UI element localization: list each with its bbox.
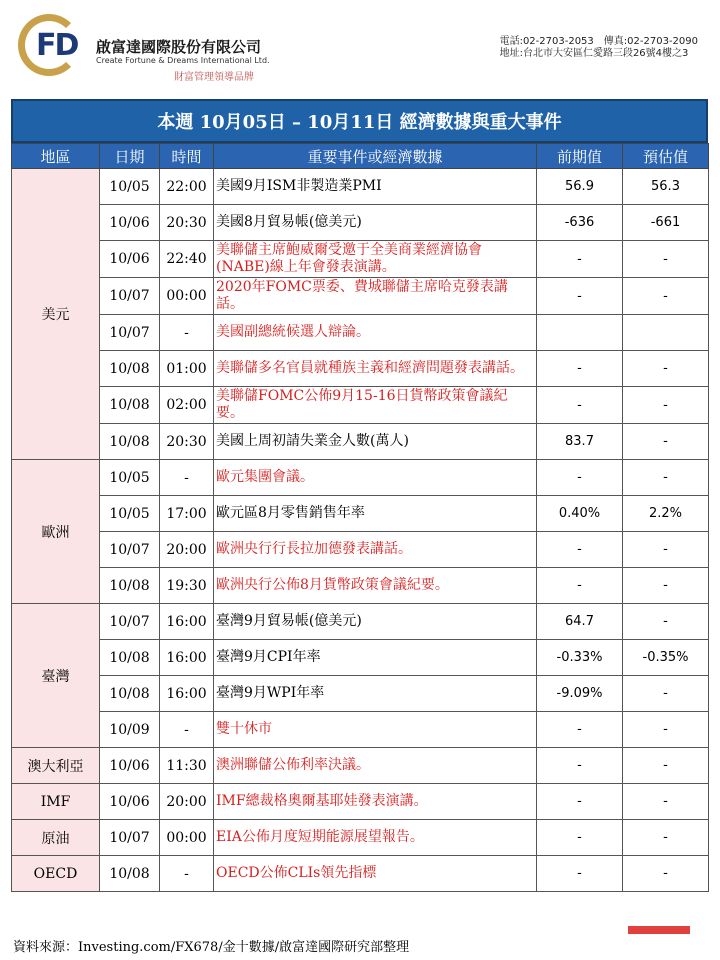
forecast-value-cell: -: [623, 460, 709, 496]
time-cell: 16:00: [160, 676, 214, 712]
date-cell: 10/07: [100, 604, 160, 640]
forecast-value-cell: -: [623, 712, 709, 748]
previous-value-cell: 0.40%: [537, 496, 623, 532]
previous-value-cell: -9.09%: [537, 676, 623, 712]
company-slogan: 財富管理領導品牌: [174, 72, 254, 83]
region-cell: OECD: [12, 856, 100, 892]
time-cell: 20:00: [160, 532, 214, 568]
contact-info: [500, 36, 698, 60]
previous-value-cell: -: [537, 820, 623, 856]
date-cell: 10/05: [100, 496, 160, 532]
event-cell: OECD公佈CLIs領先指標: [214, 856, 537, 892]
company-name-en: Create Fortune & Dreams International Ltd.: [96, 56, 270, 65]
event-cell: 2020年FOMC票委、費城聯儲主席哈克發表講話。: [214, 278, 537, 315]
region-cell: 歐洲: [12, 460, 100, 604]
table-title: 本週 10月05日 – 10月11日 經濟數據與重大事件: [11, 99, 708, 143]
forecast-value-cell: -661: [623, 205, 709, 241]
previous-value-cell: -0.33%: [537, 640, 623, 676]
forecast-value-cell: -0.35%: [623, 640, 709, 676]
date-cell: 10/05: [100, 460, 160, 496]
event-cell: 美國副總統候選人辯論。: [214, 315, 537, 351]
region-cell: IMF: [12, 784, 100, 820]
events-table: [11, 143, 709, 892]
event-cell: 美國9月ISM非製造業PMI: [214, 169, 537, 205]
event-cell: 歐元區8月零售銷售年率: [214, 496, 537, 532]
table-row: [12, 205, 709, 241]
table-row: [12, 496, 709, 532]
forecast-value-cell: -: [623, 820, 709, 856]
time-cell: 17:00: [160, 496, 214, 532]
forecast-value-cell: -: [623, 568, 709, 604]
time-cell: -: [160, 315, 214, 351]
previous-value-cell: 83.7: [537, 424, 623, 460]
table-row: [12, 676, 709, 712]
table-header-row: [12, 144, 709, 169]
table-row: [12, 315, 709, 351]
table-row: [12, 748, 709, 784]
previous-value-cell: -: [537, 748, 623, 784]
forecast-value-cell: -: [623, 676, 709, 712]
date-cell: 10/08: [100, 856, 160, 892]
company-name-cn: 啟富達國際股份有限公司: [96, 38, 262, 56]
forecast-value-cell: -: [623, 748, 709, 784]
event-cell: 臺灣9月WPI年率: [214, 676, 537, 712]
previous-value-cell: -: [537, 568, 623, 604]
table-row: [12, 351, 709, 387]
company-logo: [18, 10, 94, 80]
time-cell: 19:30: [160, 568, 214, 604]
col-header-region: 地區: [12, 144, 100, 169]
table-row: [12, 278, 709, 315]
time-cell: 02:00: [160, 387, 214, 424]
table-row: [12, 568, 709, 604]
table-row: [12, 712, 709, 748]
forecast-value-cell: -: [623, 604, 709, 640]
table-body: [12, 169, 709, 892]
time-cell: 00:00: [160, 278, 214, 315]
table-row: [12, 856, 709, 892]
previous-value-cell: -: [537, 241, 623, 278]
event-cell: 臺灣9月CPI年率: [214, 640, 537, 676]
time-cell: 20:30: [160, 205, 214, 241]
col-header-date: 日期: [100, 144, 160, 169]
event-cell: IMF總裁格奧爾基耶娃發表演講。: [214, 784, 537, 820]
decorative-bar: [628, 926, 690, 934]
previous-value-cell: -636: [537, 205, 623, 241]
event-cell: 歐洲央行行長拉加德發表講話。: [214, 532, 537, 568]
date-cell: 10/09: [100, 712, 160, 748]
time-cell: 11:30: [160, 748, 214, 784]
time-cell: -: [160, 856, 214, 892]
date-cell: 10/08: [100, 424, 160, 460]
previous-value-cell: -: [537, 387, 623, 424]
region-cell: 澳大利亞: [12, 748, 100, 784]
previous-value-cell: -: [537, 784, 623, 820]
event-cell: 澳洲聯儲公佈利率決議。: [214, 748, 537, 784]
date-cell: 10/07: [100, 532, 160, 568]
logo-letters: FD: [36, 28, 78, 63]
table-row: [12, 784, 709, 820]
previous-value-cell: -: [537, 460, 623, 496]
forecast-value-cell: -: [623, 856, 709, 892]
table-row: [12, 820, 709, 856]
date-cell: 10/08: [100, 568, 160, 604]
col-header-time: 時間: [160, 144, 214, 169]
forecast-value-cell: -: [623, 784, 709, 820]
forecast-value-cell: -: [623, 424, 709, 460]
event-cell: 歐元集團會議。: [214, 460, 537, 496]
table-row: [12, 424, 709, 460]
previous-value-cell: -: [537, 351, 623, 387]
table-row: [12, 640, 709, 676]
time-cell: 22:00: [160, 169, 214, 205]
time-cell: -: [160, 460, 214, 496]
event-cell: 雙十休市: [214, 712, 537, 748]
event-cell: 美聯儲主席鮑威爾受邀于全美商業經濟協會(NABE)線上年會發表演講。: [214, 241, 537, 278]
time-cell: 20:00: [160, 784, 214, 820]
col-header-event: 重要事件或經濟數據: [214, 144, 537, 169]
date-cell: 10/06: [100, 205, 160, 241]
time-cell: 16:00: [160, 640, 214, 676]
time-cell: 00:00: [160, 820, 214, 856]
date-cell: 10/06: [100, 241, 160, 278]
event-cell: 美聯儲多名官員就種族主義和經濟問題發表講話。: [214, 351, 537, 387]
table-row: [12, 460, 709, 496]
source-footnote: 資料來源：Investing.com/FX678/金十數據/啟富達國際研究部整理: [13, 940, 410, 955]
forecast-value-cell: -: [623, 387, 709, 424]
event-cell: 歐洲央行公佈8月貨幣政策會議紀要。: [214, 568, 537, 604]
region-cell: 原油: [12, 820, 100, 856]
previous-value-cell: -: [537, 278, 623, 315]
page-header: [0, 0, 720, 96]
time-cell: -: [160, 712, 214, 748]
date-cell: 10/08: [100, 351, 160, 387]
event-cell: 臺灣9月貿易帳(億美元): [214, 604, 537, 640]
date-cell: 10/08: [100, 676, 160, 712]
address: 地址:台北市大安區仁愛路三段26號4樓之3: [499, 48, 689, 59]
table-row: [12, 241, 709, 278]
time-cell: 16:00: [160, 604, 214, 640]
forecast-value-cell: -: [623, 532, 709, 568]
date-cell: 10/07: [100, 820, 160, 856]
date-cell: 10/06: [100, 784, 160, 820]
previous-value-cell: 56.9: [537, 169, 623, 205]
time-cell: 01:00: [160, 351, 214, 387]
date-cell: 10/06: [100, 748, 160, 784]
region-cell: 美元: [12, 169, 100, 460]
forecast-value-cell: -: [623, 241, 709, 278]
previous-value-cell: [537, 315, 623, 351]
forecast-value-cell: -: [623, 278, 709, 315]
forecast-value-cell: -: [623, 351, 709, 387]
date-cell: 10/05: [100, 169, 160, 205]
previous-value-cell: -: [537, 532, 623, 568]
date-cell: 10/07: [100, 278, 160, 315]
event-cell: 美國8月貿易帳(億美元): [214, 205, 537, 241]
table-row: [12, 387, 709, 424]
table-row: [12, 532, 709, 568]
forecast-value-cell: [623, 315, 709, 351]
table-row: [12, 604, 709, 640]
date-cell: 10/08: [100, 387, 160, 424]
previous-value-cell: -: [537, 856, 623, 892]
previous-value-cell: 64.7: [537, 604, 623, 640]
event-cell: EIA公佈月度短期能源展望報告。: [214, 820, 537, 856]
time-cell: 22:40: [160, 241, 214, 278]
phone-fax: 電話:02-2703-2053 傳真:02-2703-2090: [499, 36, 698, 47]
region-cell: 臺灣: [12, 604, 100, 748]
previous-value-cell: -: [537, 712, 623, 748]
col-header-forecast: 預估值: [623, 144, 709, 169]
date-cell: 10/07: [100, 315, 160, 351]
forecast-value-cell: 56.3: [623, 169, 709, 205]
date-cell: 10/08: [100, 640, 160, 676]
event-cell: 美國上周初請失業金人數(萬人): [214, 424, 537, 460]
table-row: [12, 169, 709, 205]
event-cell: 美聯儲FOMC公佈9月15-16日貨幣政策會議紀要。: [214, 387, 537, 424]
time-cell: 20:30: [160, 424, 214, 460]
col-header-previous: 前期值: [537, 144, 623, 169]
forecast-value-cell: 2.2%: [623, 496, 709, 532]
events-table-container: [11, 99, 708, 892]
